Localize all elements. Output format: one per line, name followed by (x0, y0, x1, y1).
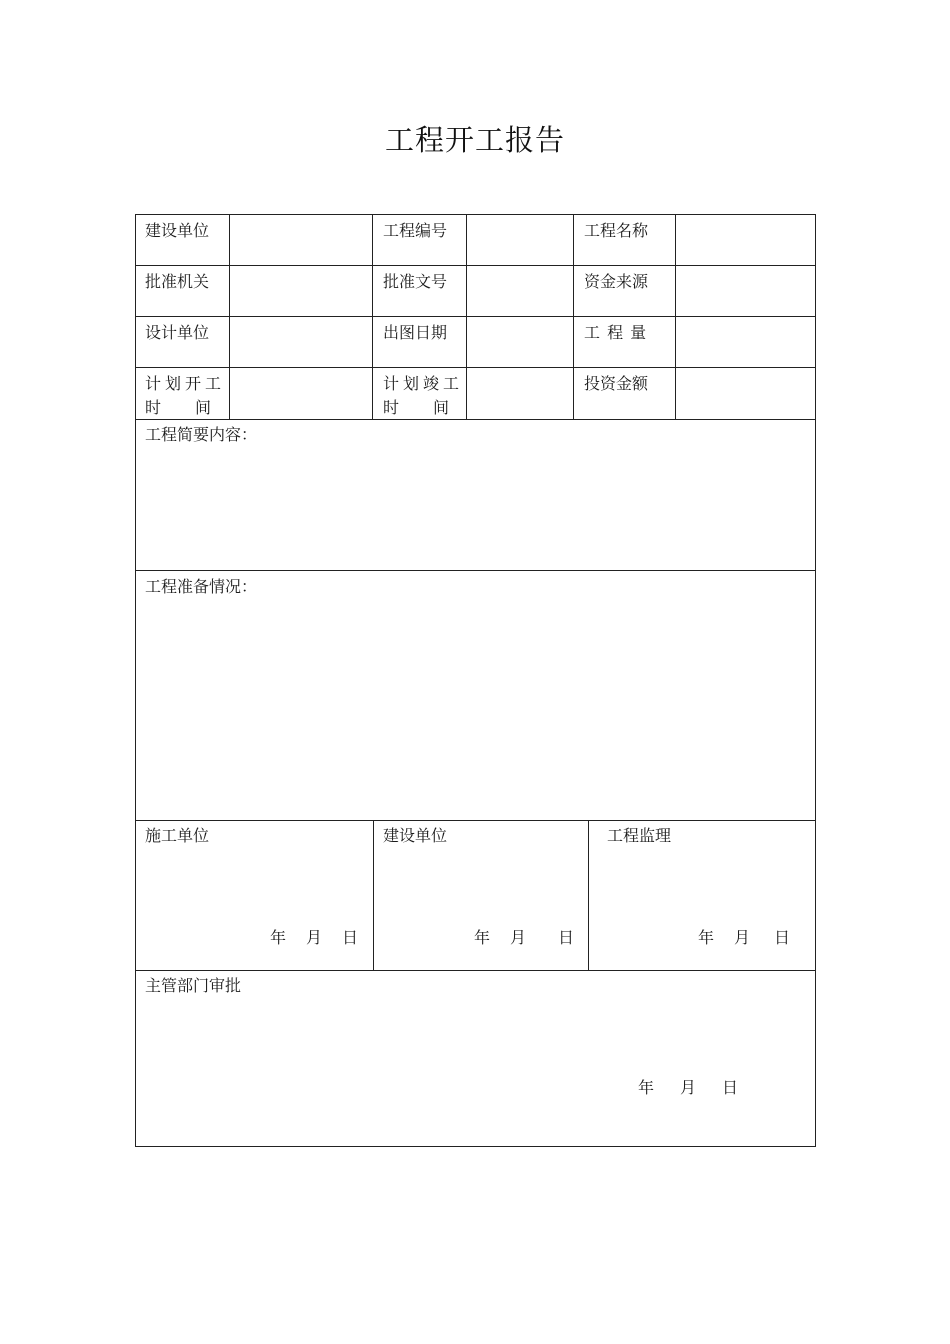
column-divider (675, 214, 676, 419)
date-year: 年 (638, 1078, 655, 1097)
field-department-approval[interactable] (137, 1000, 814, 1070)
label-construction-unit: 建设单位 (145, 221, 210, 240)
label-approval-authority: 批准机关 (145, 272, 210, 291)
field-project-preparation[interactable] (137, 600, 814, 818)
label-planned-start: 计划开工 (145, 374, 226, 393)
label-planned-completion: 计划竣工 (383, 374, 464, 393)
date-month: 月 (306, 928, 323, 947)
supervision-signature-date (698, 925, 790, 948)
label-supervision-signature: 工程监理 (607, 826, 672, 845)
field-approval-authority[interactable] (231, 267, 371, 315)
label-planned-completion-time-char: 时 (383, 398, 400, 417)
approval-date (638, 1075, 738, 1098)
label-planned-completion-between-char: 间 (433, 398, 450, 417)
label-planned-start-between-char: 间 (195, 398, 212, 417)
label-client-signature: 建设单位 (383, 826, 448, 845)
date-month: 月 (510, 928, 527, 947)
field-planned-completion-time[interactable] (468, 369, 572, 418)
label-project-name: 工程名称 (584, 221, 649, 240)
date-year: 年 (270, 928, 287, 947)
column-divider (466, 214, 467, 419)
row-divider (135, 820, 816, 821)
row-divider (135, 970, 816, 971)
field-funding-source[interactable] (677, 267, 814, 315)
document-title: 工程开工报告 (384, 123, 565, 157)
field-project-number[interactable] (468, 216, 572, 264)
field-work-quantity[interactable] (677, 318, 814, 366)
row-divider (135, 265, 816, 266)
label-work-quantity: 工 程 量 (584, 323, 647, 342)
date-day: 日 (722, 1078, 739, 1097)
label-funding-source: 资金来源 (584, 272, 649, 291)
field-drawing-date[interactable] (468, 318, 572, 366)
date-month: 月 (734, 928, 751, 947)
label-contractor-signature: 施工单位 (145, 826, 210, 845)
column-divider (373, 820, 374, 970)
date-day: 日 (558, 928, 575, 947)
label-design-unit: 设计单位 (145, 323, 210, 342)
column-divider (573, 214, 574, 419)
date-year: 年 (698, 928, 715, 947)
field-approval-document-number[interactable] (468, 267, 572, 315)
date-month: 月 (680, 1078, 697, 1097)
field-planned-start-time[interactable] (231, 369, 371, 418)
row-divider (135, 419, 816, 420)
client-signature-date (474, 925, 574, 948)
field-project-summary[interactable] (137, 448, 814, 568)
field-design-unit[interactable] (231, 318, 371, 366)
column-divider (372, 214, 373, 419)
contractor-signature-date (270, 925, 358, 948)
date-day: 日 (774, 928, 791, 947)
date-day: 日 (342, 928, 359, 947)
label-drawing-date: 出图日期 (383, 323, 448, 342)
label-project-summary: 工程简要内容： (145, 425, 258, 444)
field-construction-unit[interactable] (231, 216, 371, 264)
label-investment-amount: 投资金额 (584, 374, 649, 393)
date-year: 年 (474, 928, 491, 947)
field-investment-amount[interactable] (677, 369, 814, 418)
row-divider (135, 367, 816, 368)
row-divider (135, 570, 816, 571)
label-planned-start-time-char: 时 (145, 398, 162, 417)
column-divider (229, 214, 230, 419)
label-project-preparation: 工程准备情况： (145, 577, 258, 596)
label-department-approval: 主管部门审批 (145, 976, 242, 995)
column-divider (588, 820, 589, 970)
field-project-name[interactable] (677, 216, 814, 264)
label-project-number: 工程编号 (383, 221, 448, 240)
row-divider (135, 316, 816, 317)
label-approval-document-number: 批准文号 (383, 272, 448, 291)
